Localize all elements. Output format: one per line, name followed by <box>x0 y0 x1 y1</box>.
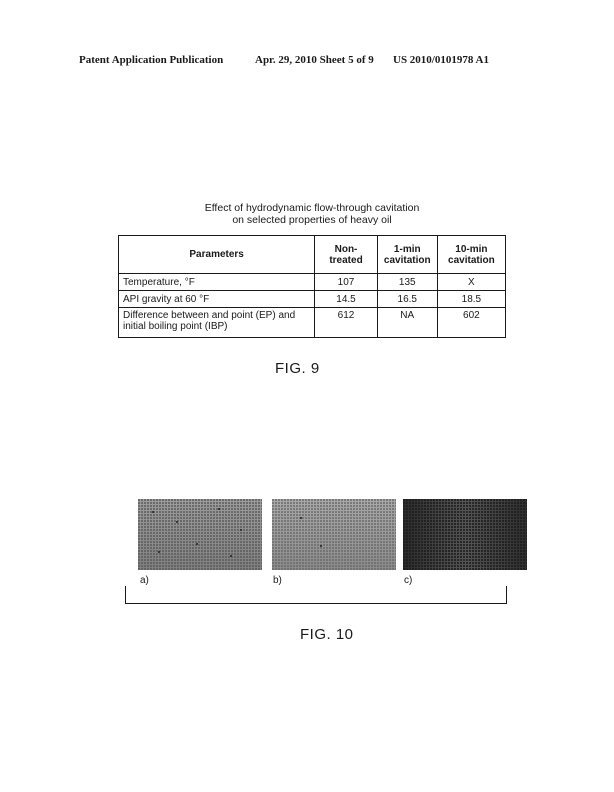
photo-caption-b: b) <box>273 575 282 586</box>
header-1-min-line-2: cavitation <box>383 254 431 266</box>
photo-caption-a: a) <box>140 575 149 586</box>
header-10-min-cavitation <box>437 236 505 274</box>
cell-1-min: 135 <box>377 274 437 291</box>
micrograph-b <box>272 499 396 570</box>
cell-parameter-line-2: initial boiling point (IBP) <box>123 321 228 332</box>
header-non-treated-line-1: Non- <box>334 243 358 255</box>
cell-parameter: Temperature, °F <box>119 274 315 291</box>
table-title <box>118 202 506 226</box>
cell-non-treated: 612 <box>315 308 377 338</box>
header-1-min-cavitation <box>377 236 437 274</box>
header-10-min-line-2: cavitation <box>448 254 495 266</box>
speck <box>300 517 302 519</box>
header-10-min-line-1: 10-min <box>455 243 488 255</box>
speck <box>152 511 154 513</box>
fig-9-label: FIG. 9 <box>275 360 320 377</box>
speck <box>176 521 178 523</box>
table-row <box>119 308 506 338</box>
speck <box>230 555 232 557</box>
table-title-line-2: on selected properties of heavy oil <box>232 214 392 226</box>
date-sheet-label: Apr. 29, 2010 Sheet 5 of 9 <box>255 54 374 66</box>
cell-1-min: 16.5 <box>377 291 437 308</box>
table-row <box>119 291 506 308</box>
cell-10-min: 602 <box>437 308 505 338</box>
speck <box>218 508 220 510</box>
speck <box>196 543 198 545</box>
cell-parameter <box>119 308 315 338</box>
cell-parameter: API gravity at 60 °F <box>119 291 315 308</box>
header-1-min-line-1: 1-min <box>393 243 421 255</box>
table-row <box>119 274 506 291</box>
fig-10-label: FIG. 10 <box>300 626 354 643</box>
cell-parameter-line-1: Difference between and point (EP) and <box>123 310 296 321</box>
speck <box>158 551 160 553</box>
speck <box>320 545 322 547</box>
figure-bracket <box>125 586 507 604</box>
table-title-line-1: Effect of hydrodynamic flow-through cavitation <box>204 202 420 214</box>
micrograph-c <box>403 499 527 570</box>
cell-10-min: 18.5 <box>437 291 505 308</box>
cell-1-min: NA <box>377 308 437 338</box>
page-header <box>0 54 614 70</box>
speck <box>240 529 242 531</box>
micrograph-a <box>138 499 262 570</box>
photo-caption-c: c) <box>404 575 413 586</box>
header-non-treated <box>315 236 377 274</box>
header-non-treated-line-2: treated <box>329 254 363 266</box>
cell-10-min: X <box>437 274 505 291</box>
publication-label: Patent Application Publication <box>79 54 224 66</box>
patent-number: US 2010/0101978 A1 <box>393 54 489 66</box>
cell-non-treated: 107 <box>315 274 377 291</box>
cell-non-treated: 14.5 <box>315 291 377 308</box>
header-parameters: Parameters <box>119 236 315 274</box>
properties-table <box>118 235 506 338</box>
table-header-row <box>119 236 506 274</box>
